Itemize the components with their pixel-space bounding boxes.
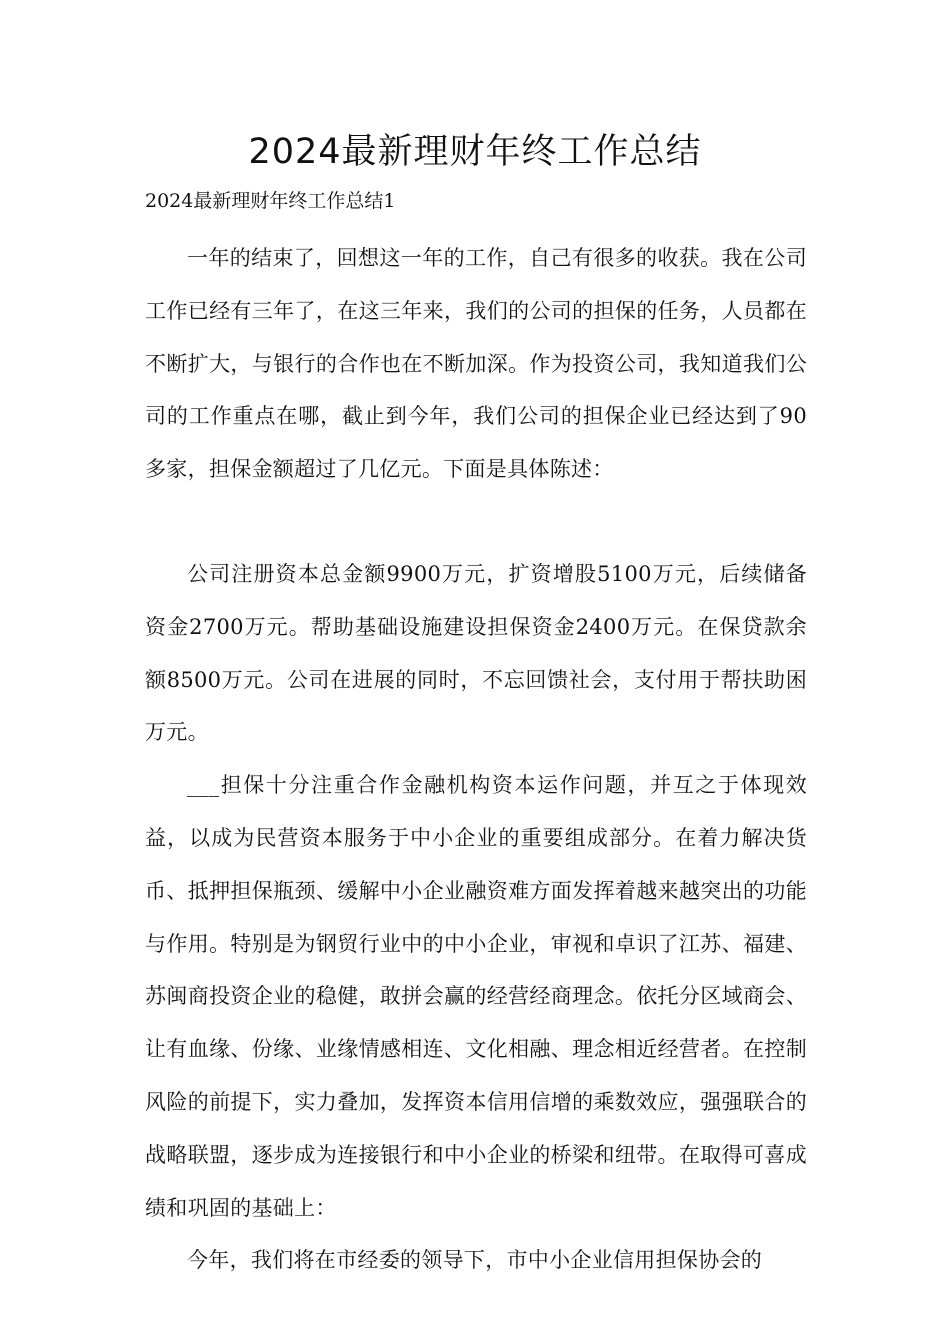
paragraph: 今年，我们将在市经委的领导下，市中小企业信用担保协会的: [187, 1248, 763, 1273]
document-subtitle: 2024最新理财年终工作总结1: [145, 190, 396, 212]
document-title: 2024最新理财年终工作总结: [248, 132, 702, 172]
paragraph: ___担保十分注重合作金融机构资本运作问题，并互之于体现效益，以成为民营资本服务于中小企业的重要组成部分。在着力解决货币、抵押担保瓶颈、缓解中小企业融资难方面发挥着越来越突出的功能与作用。特别是为钢贸行业中的中小企业，审视和卓识了江苏、福建、苏闽商投资企业的稳健，敢拼会赢的经营经商理念。依托分区域商会、让有血缘、份缘、业缘情感相连、文化相融、理念相近经营者。在控制风险的前提下，实力叠加，发挥资本信用信增的乘数效应，强强联合的战略联盟，逐步成为连接银行和中小企业的桥梁和纽带。在取得可喜成绩和巩固的基础上：: [145, 773, 807, 1220]
paragraph: 一年的结束了，回想这一年的工作，自己有很多的收获。我在公司工作已经有三年了，在这三年来，我们的公司的担保的任务，人员都在不断扩大，与银行的合作也在不断加深。作为投资公司，我知道我们公司的工作重点在哪，截止到今年，我们公司的担保企业已经达到了90多家，担保金额超过了几亿元。下面是具体陈述：: [145, 246, 807, 482]
paragraph: 公司注册资本总金额9900万元，扩资增股5100万元，后续储备资金2700万元。帮助基础设施建设担保资金2400万元。在保贷款余额8500万元。公司在进展的同时，不忘回馈社会，支付用于帮扶助困万元。: [145, 561, 807, 745]
document-body: [145, 232, 807, 1287]
